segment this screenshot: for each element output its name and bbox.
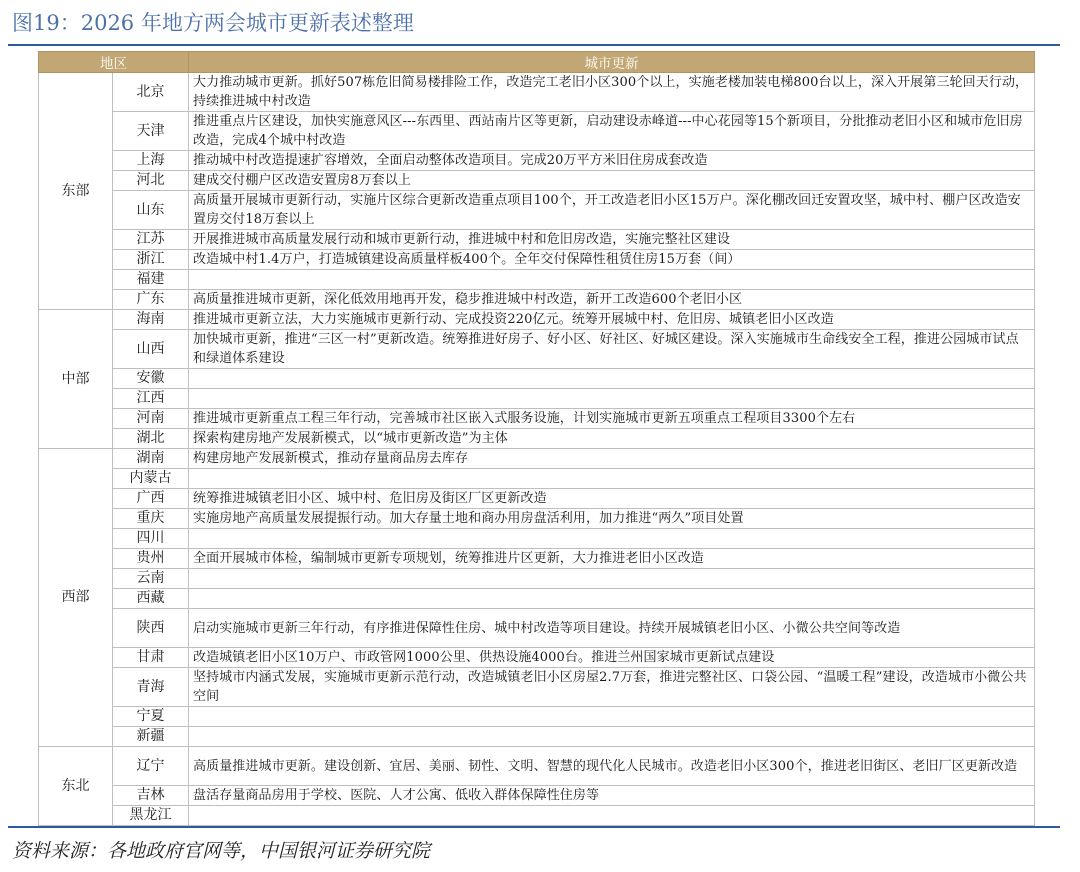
province-cell: 云南 bbox=[113, 569, 189, 589]
source-rule bbox=[8, 826, 1060, 828]
province-cell: 陕西 bbox=[113, 609, 189, 648]
table-row bbox=[39, 73, 1035, 112]
policy-text-cell: 推进城市更新重点工程三年行动，完善城市社区嵌入式服务设施，计划实施城市更新五项重点工程项目3300个左右 bbox=[189, 409, 1035, 429]
table-row bbox=[39, 747, 1035, 786]
policy-text-cell: 推进重点片区建设，加快实施意风区---东西里、西站南片区等更新，启动建设赤峰道---中心花园等15个新项目，分批推动老旧小区和城市危旧房改造，完成4个城中村改造 bbox=[189, 112, 1035, 151]
table-row bbox=[39, 469, 1035, 489]
table-body bbox=[39, 73, 1035, 826]
province-cell: 山西 bbox=[113, 330, 189, 369]
policy-text-cell: 改造城镇老旧小区10万户、市政管网1000公里、供热设施4000台。推进兰州国家城市更新试点建设 bbox=[189, 648, 1035, 668]
policy-text-cell: 高质量推进城市更新。建设创新、宜居、美丽、韧性、文明、智慧的现代化人民城市。改造老旧小区300个，推进老旧街区、老旧厂区更新改造 bbox=[189, 747, 1035, 786]
policy-text-cell: 启动实施城市更新三年行动，有序推进保障性住房、城中村改造等项目建设。持续开展城镇老旧小区、小微公共空间等改造 bbox=[189, 609, 1035, 648]
table-row bbox=[39, 429, 1035, 449]
table-row bbox=[39, 648, 1035, 668]
table-row bbox=[39, 191, 1035, 230]
table-row bbox=[39, 449, 1035, 469]
province-cell: 辽宁 bbox=[113, 747, 189, 786]
policy-text-cell: 统筹推进城镇老旧小区、城中村、危旧房及街区厂区更新改造 bbox=[189, 489, 1035, 509]
table-row bbox=[39, 290, 1035, 310]
table-row bbox=[39, 609, 1035, 648]
table-row bbox=[39, 112, 1035, 151]
policy-text-cell bbox=[189, 469, 1035, 489]
policy-text-cell: 盘活存量商品房用于学校、医院、人才公寓、低收入群体保障性住房等 bbox=[189, 786, 1035, 806]
policy-text-cell: 构建房地产发展新模式，推动存量商品房去库存 bbox=[189, 449, 1035, 469]
table-row bbox=[39, 389, 1035, 409]
policy-text-cell bbox=[189, 529, 1035, 549]
province-cell: 湖北 bbox=[113, 429, 189, 449]
province-cell: 湖南 bbox=[113, 449, 189, 469]
policy-text-cell: 推动城中村改造提速扩容增效，全面启动整体改造项目。完成20万平方米旧住房成套改造 bbox=[189, 151, 1035, 171]
table-row bbox=[39, 589, 1035, 609]
region-cell: 东北 bbox=[39, 747, 113, 826]
figure-title: 图19：2026 年地方两会城市更新表述整理 bbox=[12, 11, 414, 35]
header-urban-renewal: 城市更新 bbox=[189, 52, 1035, 73]
province-cell: 山东 bbox=[113, 191, 189, 230]
policy-text-cell bbox=[189, 727, 1035, 747]
table-row bbox=[39, 171, 1035, 191]
table-row bbox=[39, 786, 1035, 806]
province-cell: 浙江 bbox=[113, 250, 189, 270]
province-cell: 海南 bbox=[113, 310, 189, 330]
province-cell: 安徽 bbox=[113, 369, 189, 389]
policy-text-cell: 改造城中村1.4万户，打造城镇建设高质量样板400个。全年交付保障性租赁住房15万套（间） bbox=[189, 250, 1035, 270]
header-region: 地区 bbox=[39, 52, 189, 73]
policy-text-cell bbox=[189, 389, 1035, 409]
province-cell: 甘肃 bbox=[113, 648, 189, 668]
policy-text-cell: 加快城市更新，推进“三区一村”更新改造。统筹推进好房子、好小区、好社区、好城区建设。深入实施城市生命线安全工程，推进公园城市试点和绿道体系建设 bbox=[189, 330, 1035, 369]
table-row bbox=[39, 330, 1035, 369]
province-cell: 内蒙古 bbox=[113, 469, 189, 489]
table-row bbox=[39, 369, 1035, 389]
policy-text-cell: 全面开展城市体检，编制城市更新专项规划，统筹推进片区更新，大力推进老旧小区改造 bbox=[189, 549, 1035, 569]
policy-text-cell: 探索构建房地产发展新模式，以“城市更新改造”为主体 bbox=[189, 429, 1035, 449]
province-cell: 江西 bbox=[113, 389, 189, 409]
table-row bbox=[39, 707, 1035, 727]
table-row bbox=[39, 727, 1035, 747]
table-row bbox=[39, 549, 1035, 569]
policy-text-cell bbox=[189, 707, 1035, 727]
province-cell: 北京 bbox=[113, 73, 189, 112]
province-cell: 西藏 bbox=[113, 589, 189, 609]
province-cell: 广西 bbox=[113, 489, 189, 509]
policy-text-cell: 开展推进城市高质量发展行动和城市更新行动，推进城中村和危旧房改造，实施完整社区建设 bbox=[189, 230, 1035, 250]
policy-text-cell bbox=[189, 589, 1035, 609]
province-cell: 天津 bbox=[113, 112, 189, 151]
province-cell: 宁夏 bbox=[113, 707, 189, 727]
table-row bbox=[39, 529, 1035, 549]
province-cell: 江苏 bbox=[113, 230, 189, 250]
policy-text-cell: 坚持城市内涵式发展，实施城市更新示范行动，改造城镇老旧小区房屋2.7万套，推进完整社区、口袋公园、“温暖工程”建设，改造城市小微公共空间 bbox=[189, 668, 1035, 707]
table-row bbox=[39, 668, 1035, 707]
province-cell: 上海 bbox=[113, 151, 189, 171]
table-row bbox=[39, 151, 1035, 171]
policy-text-cell: 高质量推进城市更新，深化低效用地再开发，稳步推进城中村改造，新开工改造600个老旧小区 bbox=[189, 290, 1035, 310]
table-row bbox=[39, 250, 1035, 270]
province-cell: 广东 bbox=[113, 290, 189, 310]
table-row bbox=[39, 806, 1035, 826]
province-cell: 重庆 bbox=[113, 509, 189, 529]
table-row bbox=[39, 409, 1035, 429]
region-cell: 东部 bbox=[39, 73, 113, 310]
policy-text-cell bbox=[189, 270, 1035, 290]
table-row bbox=[39, 230, 1035, 250]
table-row bbox=[39, 489, 1035, 509]
table-header-row bbox=[39, 52, 1035, 73]
policy-text-cell bbox=[189, 569, 1035, 589]
province-cell: 青海 bbox=[113, 668, 189, 707]
policy-text-cell: 推进城市更新立法，大力实施城市更新行动、完成投资220亿元。统筹开展城中村、危旧房、城镇老旧小区改造 bbox=[189, 310, 1035, 330]
province-cell: 四川 bbox=[113, 529, 189, 549]
province-cell: 新疆 bbox=[113, 727, 189, 747]
table-row bbox=[39, 569, 1035, 589]
table-row bbox=[39, 509, 1035, 529]
province-cell: 河南 bbox=[113, 409, 189, 429]
province-cell: 福建 bbox=[113, 270, 189, 290]
region-cell: 中部 bbox=[39, 310, 113, 449]
province-cell: 吉林 bbox=[113, 786, 189, 806]
policy-text-cell: 高质量开展城市更新行动，实施片区综合更新改造重点项目100个，开工改造老旧小区15万户。深化棚改回迁安置攻坚，城中村、棚户区改造安置房交付18万套以上 bbox=[189, 191, 1035, 230]
urban-renewal-table bbox=[38, 51, 1035, 826]
title-rule bbox=[8, 44, 1060, 46]
table-row bbox=[39, 270, 1035, 290]
policy-text-cell: 实施房地产高质量发展提振行动。加大存量土地和商办用房盘活利用，加力推进“两久”项目处置 bbox=[189, 509, 1035, 529]
province-cell: 贵州 bbox=[113, 549, 189, 569]
source-note: 资料来源：各地政府官网等，中国银河证券研究院 bbox=[12, 840, 431, 862]
policy-text-cell bbox=[189, 369, 1035, 389]
province-cell: 黑龙江 bbox=[113, 806, 189, 826]
policy-text-cell: 大力推动城市更新。抓好507栋危旧简易楼排险工作，改造完工老旧小区300个以上，实施老楼加装电梯800台以上，深入开展第三轮回天行动，持续推进城中村改造 bbox=[189, 73, 1035, 112]
policy-text-cell: 建成交付棚户区改造安置房8万套以上 bbox=[189, 171, 1035, 191]
table-row bbox=[39, 310, 1035, 330]
province-cell: 河北 bbox=[113, 171, 189, 191]
region-cell: 西部 bbox=[39, 449, 113, 747]
policy-text-cell bbox=[189, 806, 1035, 826]
